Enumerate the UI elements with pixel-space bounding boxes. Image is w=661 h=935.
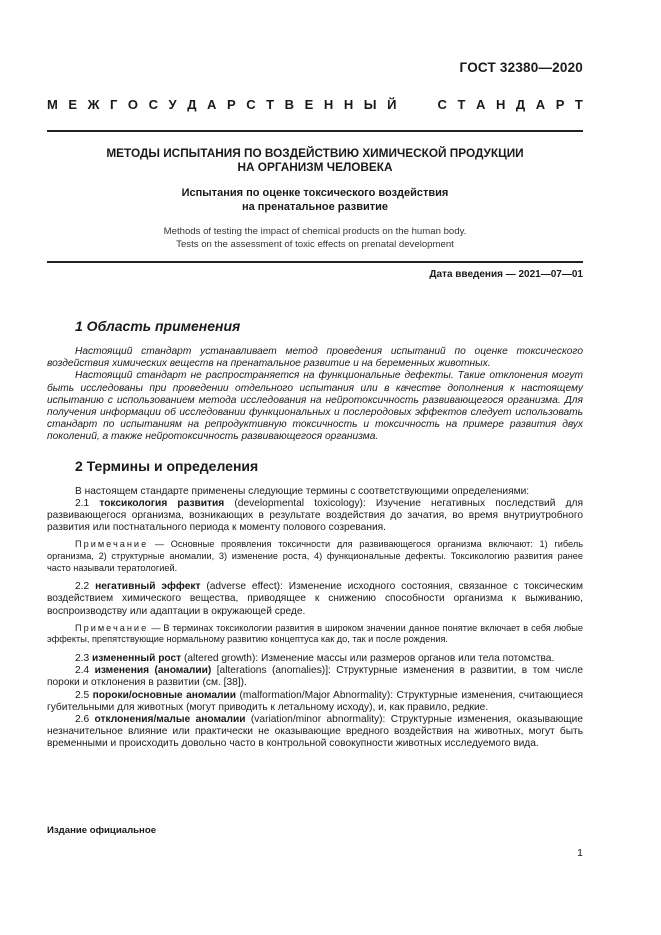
term-number: 2.2 — [75, 581, 96, 593]
banner-letter: Р — [555, 97, 565, 112]
section-2-heading: 2 Термины и определения — [75, 457, 259, 474]
banner-letter: Й — [387, 97, 397, 112]
term-2-5 — [47, 690, 583, 714]
banner-letter: С — [437, 97, 447, 112]
note-2 — [47, 623, 583, 646]
banner-letter: Н — [495, 97, 506, 112]
term-2-6 — [47, 714, 583, 751]
note-1 — [47, 539, 583, 574]
term-name: пороки/основные аномалии — [92, 689, 237, 701]
term-definition: (variation/minor abnormality): Структурные изменения, оказывающие незначительное влияние или практически не оказывающие вредного воздействия на животных, могут быть временными и происходить довольно часто в контрольной совокупности животных исследуемого вида. — [47, 714, 583, 750]
interstate-standard-banner — [47, 97, 583, 112]
banner-letter: Д — [187, 97, 197, 112]
term-2-4 — [47, 665, 583, 689]
title-rule — [47, 261, 583, 263]
banner-letter: Р — [226, 97, 236, 112]
term-2-3 — [47, 653, 583, 665]
term-number: 2.4 — [75, 665, 95, 677]
subtitle-line-1: Испытания по оценке токсического воздействия — [181, 187, 449, 199]
banner-letter: Г — [109, 97, 118, 112]
term-2-1 — [47, 498, 583, 535]
term-definition: (adverse effect): Изменение исходного состояния, связанное с токсическим воздействием химического вещества, приводящее к снижению способности организма к выживанию, воспроизводству или адаптации в окружающей среде. — [47, 581, 584, 617]
banner-letter: У — [168, 97, 177, 112]
term-name: негативный эффект — [95, 581, 201, 593]
term-name: отклонения/малые аномалии — [94, 714, 246, 726]
title-line-2: НА ОРГАНИЗМ ЧЕЛОВЕКА — [237, 160, 393, 174]
term-2-2 — [47, 581, 583, 618]
term-definition: (developmental toxicology): Изучение негативных последствий для развивающегося организма, возникающих в результате воздействия до зачатия, во время внутриутробного развития или постнатального периода к моменту полового созревания. — [47, 497, 583, 534]
banner-letter: Ы — [363, 97, 377, 112]
note-text: — Основные проявления токсичности для развивающегося организма включают: 1) гибель организма, 2) структурные аномалии, 3) изменение роста, 4) функциональные дефекты. Токсикологию развития ранее часто называли тератологией. — [47, 539, 583, 573]
term-name: изменения (аномалии) — [94, 665, 212, 677]
banner-letter: Т — [574, 97, 583, 112]
banner-letter: М — [47, 97, 58, 112]
banner-letter: В — [284, 97, 295, 112]
word-gap — [407, 97, 427, 112]
banner-letter: А — [535, 97, 546, 112]
banner-letter: А — [476, 97, 486, 112]
english-title-line-2: Tests on the assessment of toxic effects on prenatal development — [176, 238, 454, 250]
official-edition-label: Издание официальное — [47, 825, 157, 836]
banner-letter: Е — [68, 97, 78, 112]
banner-letter: А — [207, 97, 217, 112]
subtitle-line-2: на пренатальное развитие — [241, 201, 389, 213]
banner-letter: Е — [304, 97, 314, 112]
term-definition: [alterations (anomalies)]: Структурные изменения в развитии, в том числе пороки и отклонения в развитии (см. [38]). — [47, 665, 583, 689]
scope-paragraph-1: Настоящий стандарт устанавливает метод проведения испытаний по оценке токсического воздействия химических веществ на пренатальное развитие и на беременных животных. — [47, 346, 583, 370]
document-subtitle — [47, 186, 583, 214]
section-1-heading: 1 Область применения — [75, 318, 241, 334]
term-definition: (malformation/Major Abnormality): Структурные изменения, считающиеся губительными для животных (могут приводить к летальному исходу), и, как правило, редкие. — [47, 689, 583, 713]
banner-letter: Т — [457, 97, 466, 112]
banner-letter: Ж — [87, 97, 100, 112]
banner-letter: С — [246, 97, 256, 112]
page-number: 1 — [577, 847, 583, 859]
note-label: Примечание — [75, 622, 149, 633]
document-body — [47, 318, 583, 751]
note-label: Примечание — [75, 539, 149, 550]
banner-letter: Н — [323, 97, 334, 112]
term-definition: (altered growth): Изменение массы или размеров органов или тела потомства. — [181, 653, 555, 665]
standard-number: ГОСТ 32380—2020 — [459, 60, 583, 75]
banner-letter: С — [148, 97, 158, 112]
banner-letter: Т — [266, 97, 275, 112]
english-title-line-1: Methods of testing the impact of chemical products on the human body. — [163, 226, 467, 237]
terms-intro: В настоящем стандарте применены следующие термины с соответствующими определениями: — [75, 485, 530, 497]
banner-letter: О — [127, 97, 139, 112]
term-number: 2.6 — [75, 714, 95, 726]
term-name: измененный рост — [92, 653, 182, 665]
banner-letter: Н — [343, 97, 354, 112]
scope-paragraph-2: Настоящий стандарт не распространяется на функциональные дефекты. Такие отклонения могут быть исследованы при проведении отдельного испытания или в качестве дополнения к настоящему испытанию с использованием метода исследования на нейротоксичность развивающегося организма. Для получения информации об исследовании функциональных и послеродовых эффектов следует использовать стандарт по испытаниям на репродуктивную токсичность и токсичность на примере развития двух поколений, а также нейротоксичность развивающегося организма. — [47, 370, 583, 443]
header-rule — [47, 130, 583, 132]
note-text: — В терминах токсикологии развития в широком значении данное понятие включает в себя любые эффекты, препятствующие нормальному развитию концептуса как до, так и после рождения. — [47, 622, 583, 645]
term-number: 2.1 — [75, 497, 100, 509]
introduction-date: Дата введения — 2021—07—01 — [429, 269, 583, 280]
term-number: 2.5 — [75, 689, 93, 701]
term-number: 2.3 — [75, 653, 92, 665]
english-title — [47, 226, 583, 251]
term-name: токсикология развития — [99, 497, 225, 509]
banner-letter: Д — [515, 97, 526, 112]
document-title — [47, 146, 583, 174]
title-line-1: МЕТОДЫ ИСПЫТАНИЯ ПО ВОЗДЕЙСТВИЮ ХИМИЧЕСКОЙ ПРОДУКЦИИ — [106, 146, 524, 160]
